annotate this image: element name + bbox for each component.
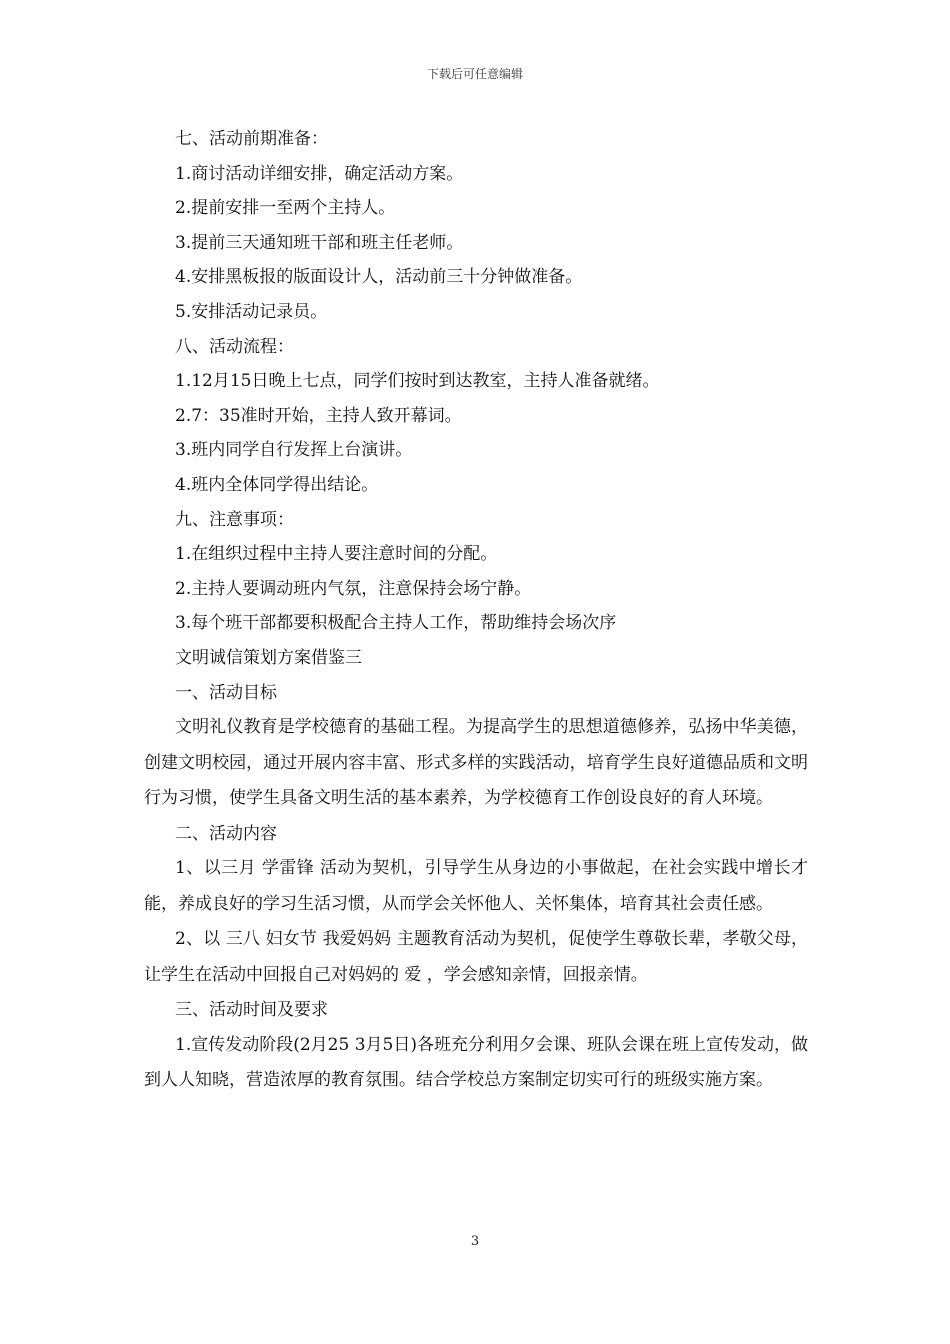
paragraph-content-2: 2、以 三八 妇女节 我爱妈妈 主题教育活动为契机，促使学生尊敬长辈，孝敬父母，让学生在活动中回报自己对妈妈的 爱 ，学会感知亲情，回报亲情。 (144, 929, 808, 985)
section-heading-8: 八、活动流程： (175, 336, 294, 357)
document-body (144, 122, 808, 1099)
section-heading-1: 一、活动目标 (175, 682, 277, 703)
page-header: 下载后可任意编辑 (426, 67, 523, 81)
list-item: 1.商讨活动详细安排，确定活动方案。 (175, 163, 464, 184)
list-item: 4.安排黑板报的版面设计人，活动前三十分钟做准备。 (175, 267, 583, 288)
section-heading-7: 七、活动前期准备： (175, 129, 328, 149)
page-number: 3 (470, 1234, 480, 1249)
list-item: 3.每个班干部都要积极配合主持人工作，帮助维持会场次序 (175, 613, 617, 634)
list-item: 2.主持人要调动班内气氛，注意保持会场宁静。 (175, 578, 532, 599)
paragraph-goal: 文明礼仪教育是学校德育的基础工程。为提高学生的思想道德修养，弘扬中华美德，创建文明校园，通过开展内容丰富、形式多样的实践活动，培育学生良好道德品质和文明行为习惯，使学生具备文明生活的基本素养，为学校德育工作创设良好的育人环境。 (144, 717, 808, 809)
section-heading-3: 三、活动时间及要求 (175, 1000, 328, 1021)
document-title: 文明诚信策划方案借鉴三 (175, 647, 362, 668)
list-item: 1.在组织过程中主持人要注意时间的分配。 (175, 544, 498, 565)
list-item: 5.安排活动记录员。 (175, 301, 328, 322)
section-heading-2: 二、活动内容 (175, 823, 277, 844)
list-item: 3.班内同学自行发挥上台演讲。 (175, 440, 413, 461)
list-item: 4.班内全体同学得出结论。 (175, 474, 379, 495)
list-item: 2.提前安排一至两个主持人。 (175, 198, 396, 219)
paragraph-schedule-1: 1.宣传发动阶段(2月25 3月5日)各班充分利用夕会课、班队会课在班上宣传发动，做到人人知晓，营造浓厚的教育氛围。结合学校总方案制定切实可行的班级实施方案。 (144, 1034, 808, 1091)
section-heading-9: 九、注意事项： (175, 509, 294, 530)
list-item: 3.提前三天通知班干部和班主任老师。 (175, 232, 464, 253)
list-item: 1.12月15日晚上七点，同学们按时到达教室，主持人准备就绪。 (175, 371, 660, 392)
paragraph-content-1: 1、以三月 学雷锋 活动为契机，引导学生从身边的小事做起，在社会实践中增长才能，养成良好的学习生活习惯，从而学会关怀他人、关怀集体，培育其社会责任感。 (144, 858, 808, 914)
list-item: 2.7：35准时开始，主持人致开幕词。 (175, 405, 462, 426)
